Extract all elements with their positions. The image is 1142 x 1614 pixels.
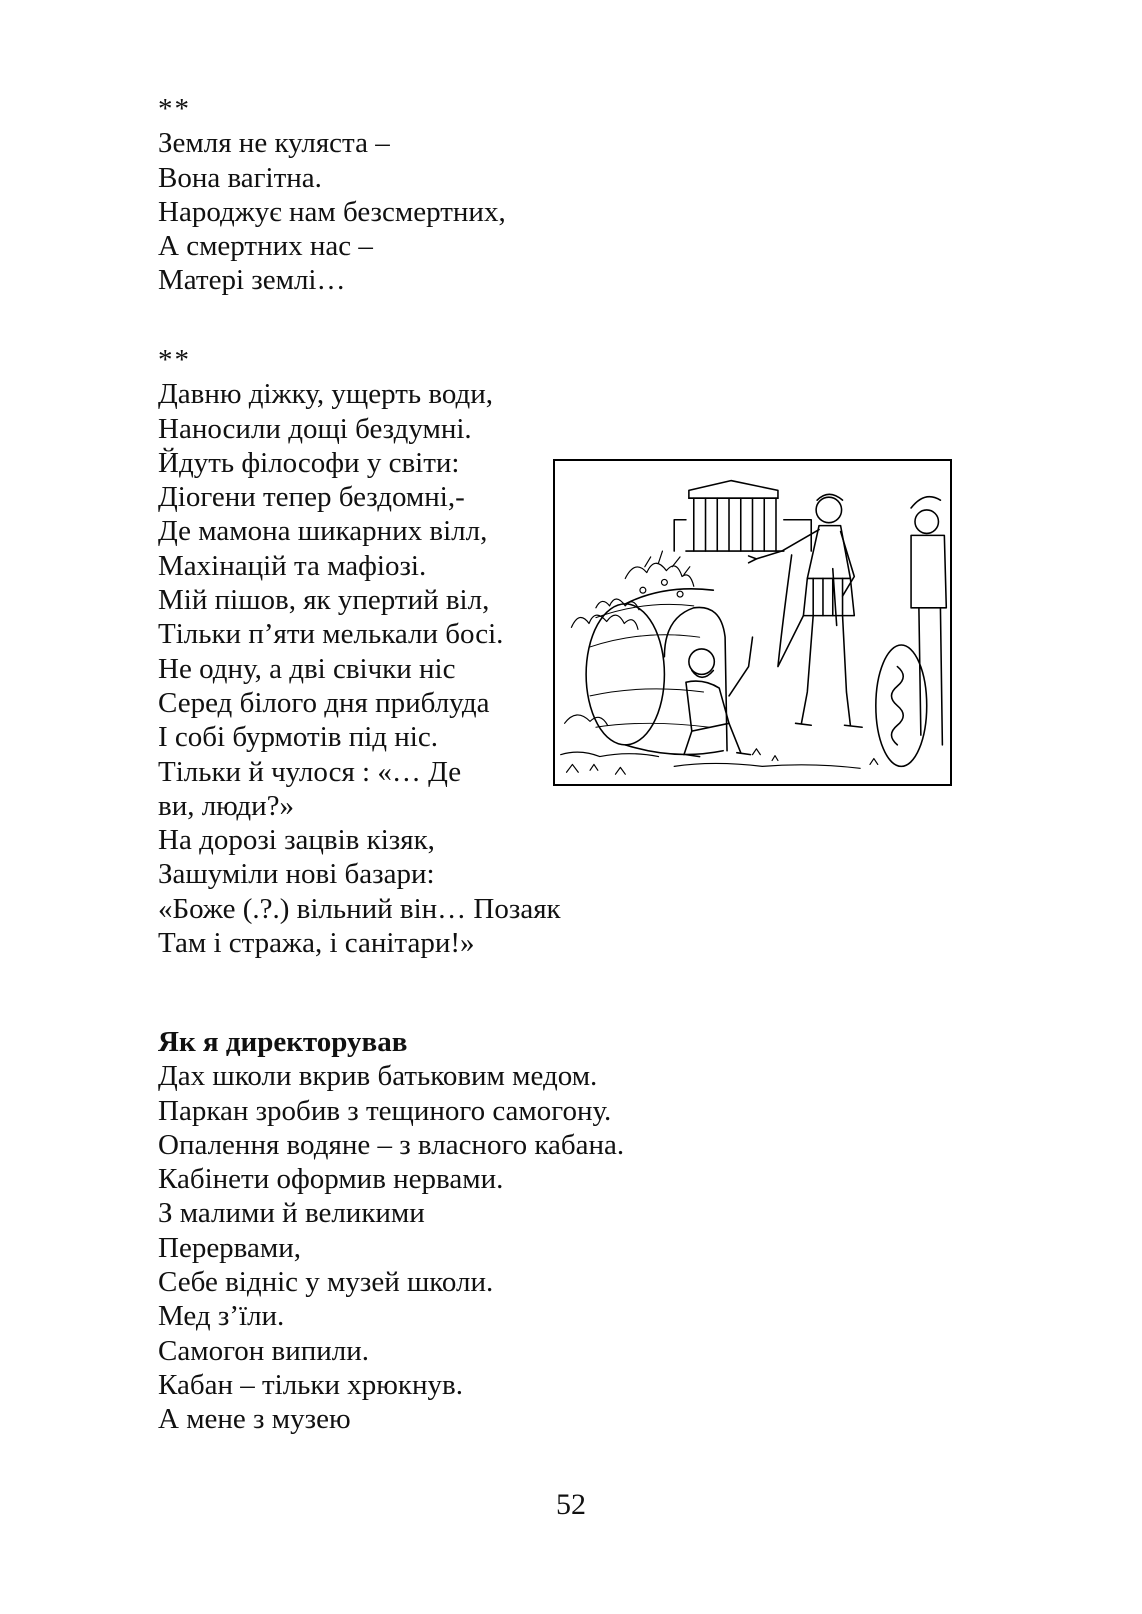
- seated-figure-drawing: [684, 637, 753, 756]
- poem-line: Паркан зробив з тещиного самогону.: [158, 1094, 612, 1127]
- poem-line: Махінацій та мафіозі.: [158, 549, 427, 582]
- poem-line: Не одну, а дві свічки ніс: [158, 652, 456, 685]
- poem-line: Опалення водяне – з власного кабана.: [158, 1128, 625, 1161]
- poem-line: І собі бурмотів під ніс.: [158, 721, 438, 754]
- standing-figure-drawing: [749, 494, 863, 727]
- poem-line: А смертних нас –: [158, 230, 373, 263]
- poem-line: Де мамона шикарних вілл,: [158, 515, 488, 548]
- poem-line: Кабан – тільки хрюкнув.: [158, 1368, 463, 1401]
- poem-earth: [158, 92, 506, 298]
- poem-line: Мед з’їли.: [158, 1300, 285, 1333]
- poem-line: Земля не куляста –: [158, 127, 390, 160]
- poem-separator: **: [158, 93, 191, 125]
- poem-line: Перервами,: [158, 1231, 301, 1264]
- poem-line: Матері землі…: [158, 264, 346, 297]
- poem-director: [158, 1025, 624, 1437]
- barrel-drawing: [586, 589, 727, 755]
- ground-drawing: [561, 715, 878, 774]
- poem-line: Серед білого дня приблуда: [158, 686, 490, 719]
- poem-line: Давню діжку, ущерть води,: [158, 378, 494, 411]
- poem-line: З малими й великими: [158, 1197, 425, 1230]
- poem-line: Тільки й чулося : «… Де: [158, 755, 462, 788]
- poem-line: Наносили дощі бездумні.: [158, 412, 472, 445]
- poem-line: «Боже (.?.) вільний він… Позаяк: [158, 892, 561, 925]
- poem-line: Вона вагітна.: [158, 161, 322, 194]
- poem-line: А мене з музею: [158, 1403, 351, 1436]
- poem-line: ви, люди?»: [158, 789, 295, 822]
- temple-drawing: [674, 481, 811, 551]
- poem-line: Тільки п’яти мелькали босі.: [158, 618, 504, 651]
- poem-line: Зашуміли нові базари:: [158, 858, 435, 891]
- page-number: 52: [556, 1488, 586, 1521]
- poem-line: Дах школи вкрив батьковим медом.: [158, 1060, 598, 1093]
- poem-line: На дорозі зацвів кізяк,: [158, 824, 435, 857]
- poem-line: Мій пішов, як упертий віл,: [158, 584, 490, 617]
- poem-line: Себе відніс у музей школи.: [158, 1266, 494, 1299]
- poem-line: Самогон випили.: [158, 1334, 370, 1367]
- poem-line: Народжує нам безсмертних,: [158, 195, 506, 228]
- poem-line: Діогени тепер бездомні,-: [158, 481, 465, 514]
- diogenes-barrel-illustration: [553, 459, 952, 786]
- soldier-figure-drawing: [876, 497, 946, 767]
- poem-line: Кабінети оформив нервами.: [158, 1163, 504, 1196]
- poem-title: Як я директорував: [158, 1026, 408, 1058]
- poem-diogenes: [158, 343, 561, 960]
- poem-line: Там і стража, і санітари!»: [158, 927, 475, 960]
- line-art-image: [555, 461, 950, 784]
- poem-line: Йдуть філософи у світи:: [158, 446, 460, 479]
- poem-separator: **: [158, 344, 191, 376]
